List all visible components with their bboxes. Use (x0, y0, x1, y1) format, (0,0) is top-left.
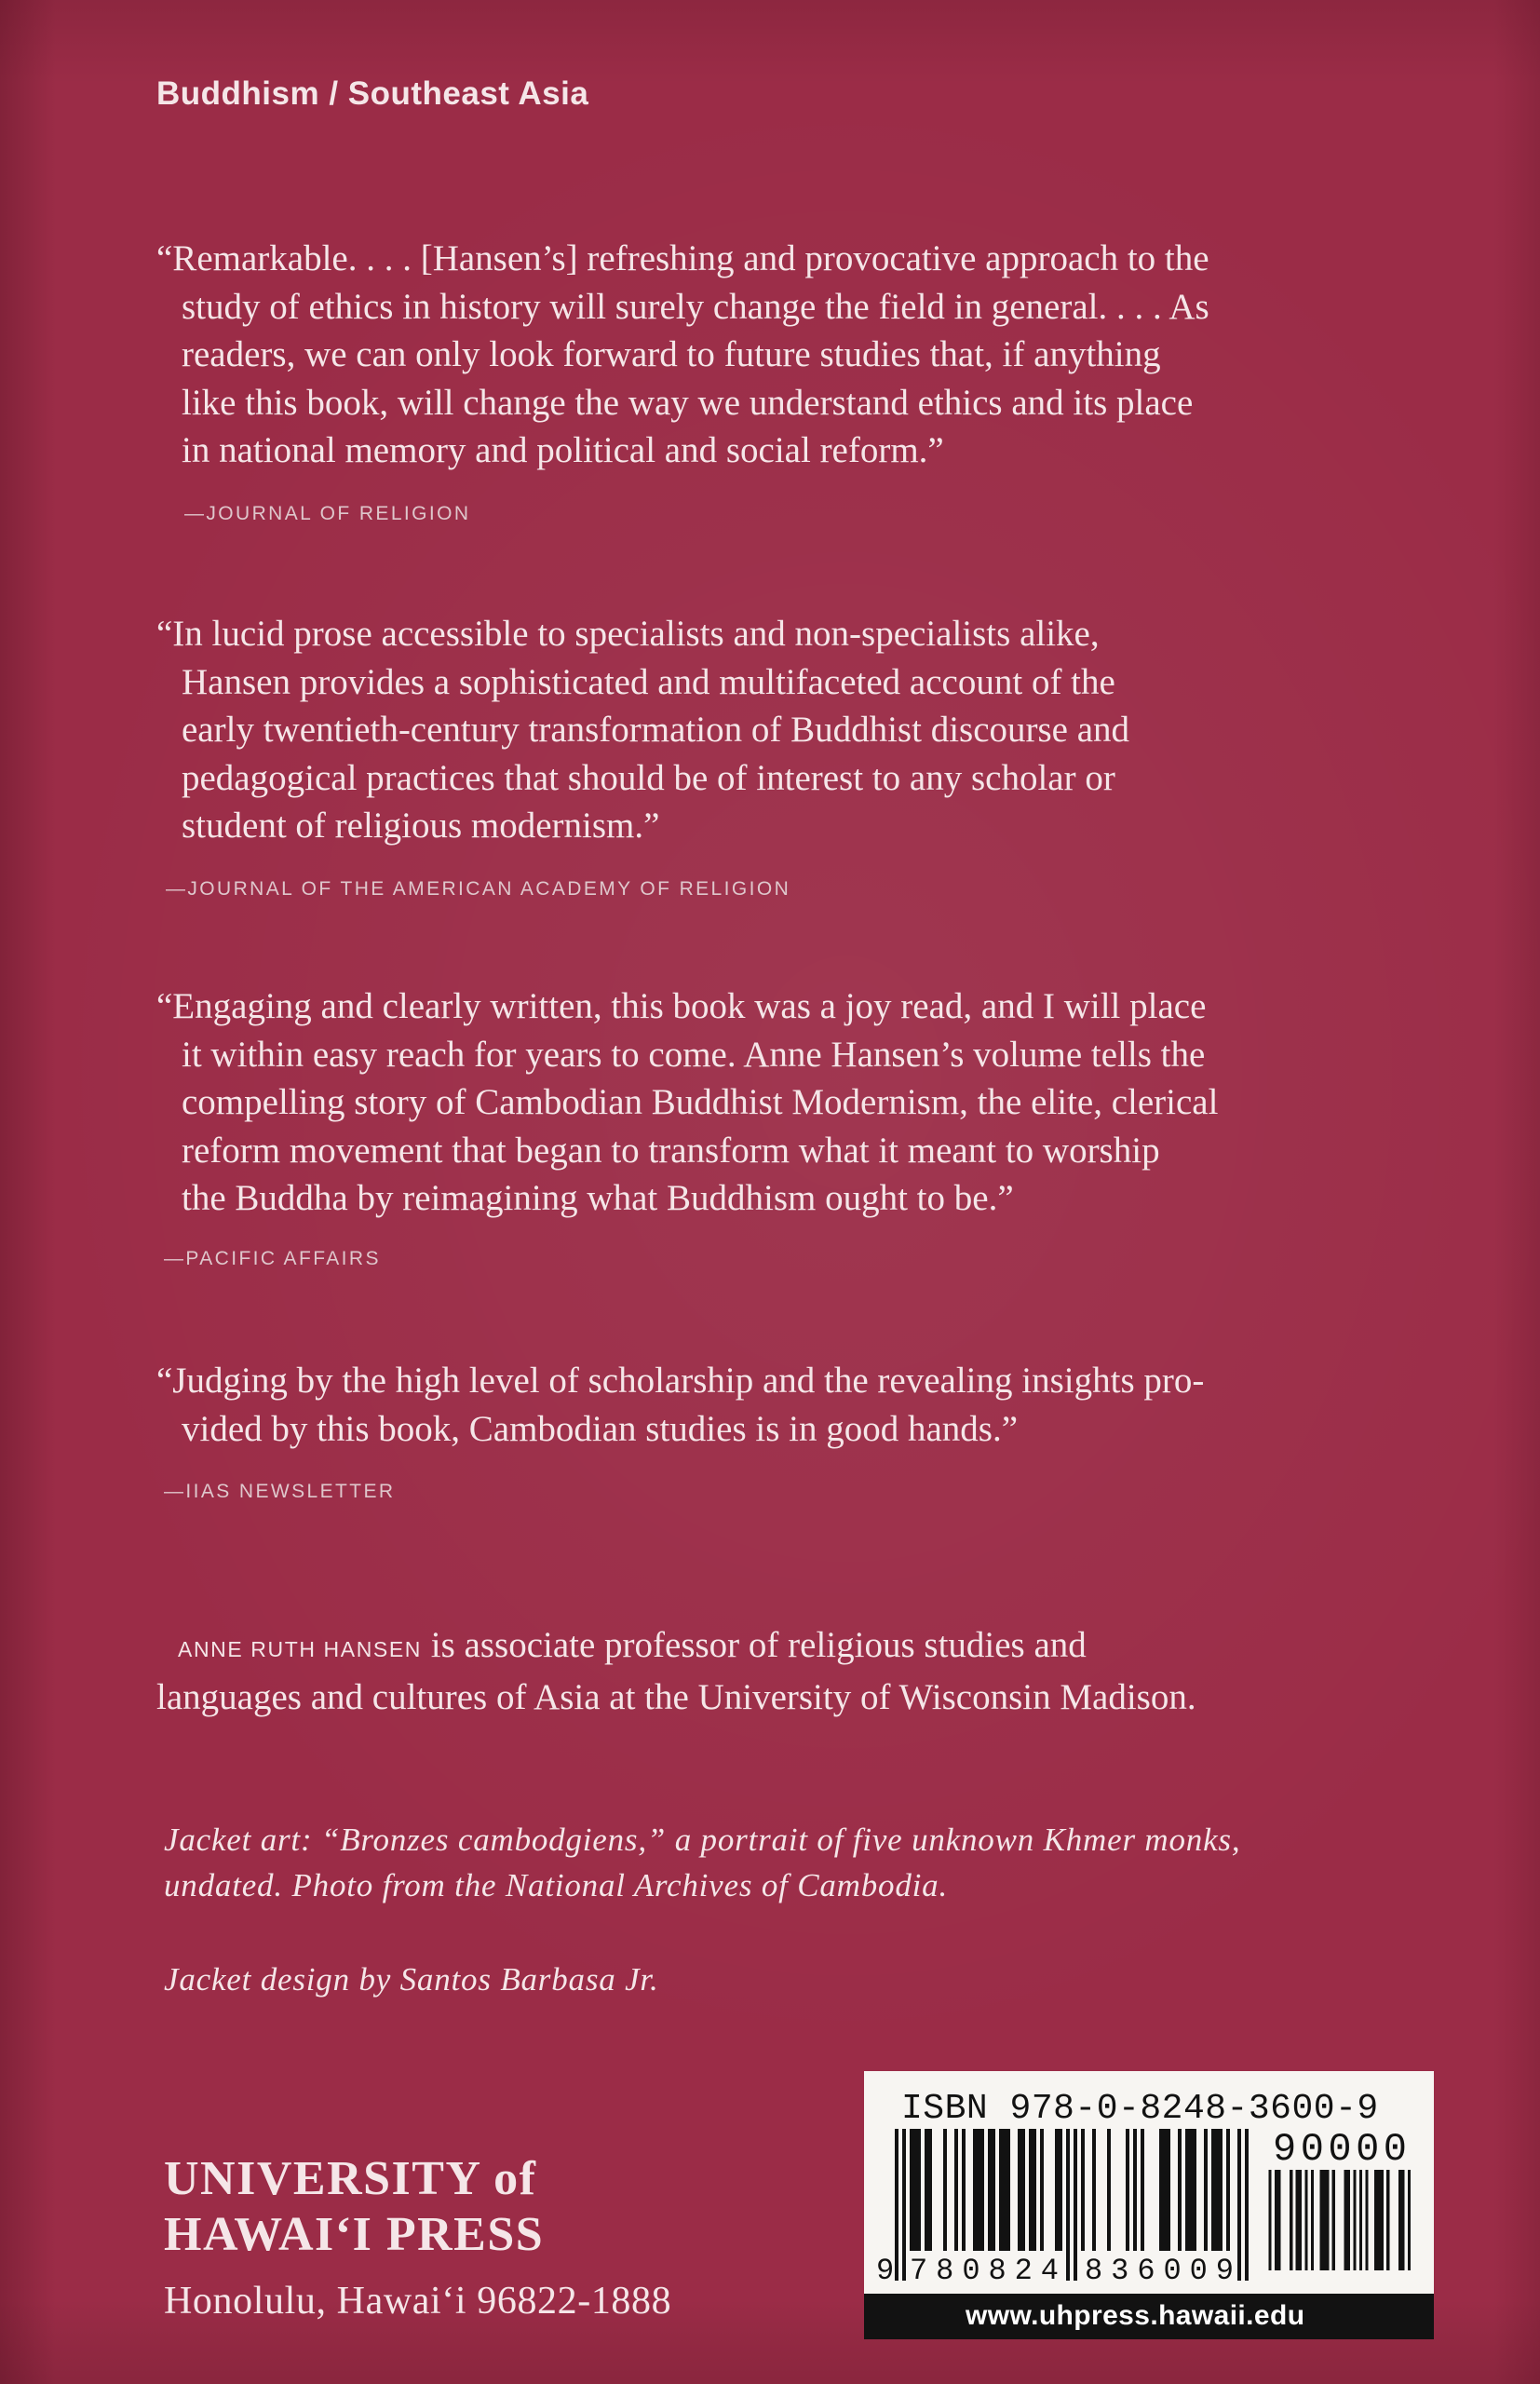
barcode-bar (1353, 2170, 1356, 2270)
barcode-bar (1311, 2170, 1314, 2270)
barcode-bar (1029, 2129, 1036, 2251)
barcode-guard-bar (1066, 2129, 1070, 2281)
publisher-url-strip (864, 2294, 1434, 2339)
quote-line: student of religious modernism.” (182, 806, 660, 846)
quote-line: vided by this book, Cambodian studies is in good hands.” (182, 1408, 1019, 1449)
quote-source-1: —JOURNAL OF RELIGION (184, 503, 471, 524)
barcode-bar (1040, 2129, 1044, 2251)
quote-source-3: —PACIFIC AFFAIRS (164, 1248, 381, 1269)
barcode-bar (999, 2129, 1010, 2251)
barcode-guard-bar (895, 2129, 898, 2281)
author-bio-text: is associate professor of religious studies and (430, 1625, 1087, 1665)
barcode-bar (1159, 2129, 1170, 2251)
review-quote-4 (156, 1357, 1205, 1453)
barcode-bar (973, 2129, 984, 2251)
jacket-design-credit: Jacket design by Santos Barbasa Jr. (164, 1961, 659, 1998)
quote-line: it within easy reach for years to come. Anne Hansen’s volume tells the (182, 1034, 1206, 1075)
ean5-addon-bars (1268, 2170, 1411, 2270)
barcode-bar (1332, 2170, 1335, 2270)
barcode-bar (1055, 2129, 1062, 2251)
quote-source-4: —IIAS NEWSLETTER (164, 1481, 396, 1502)
barcode-guard-bar (1237, 2129, 1241, 2281)
publisher-logo (164, 2151, 544, 2263)
barcode-bar (1398, 2170, 1405, 2270)
barcode-bar (1126, 2129, 1129, 2251)
barcode-bar (1107, 2129, 1111, 2251)
barcode-panel (864, 2071, 1434, 2294)
quote-line: study of ethics in history will surely change the field in general. . . . As (182, 286, 1209, 327)
barcode-bar (962, 2129, 966, 2251)
quote-line: “Engaging and clearly written, this book was a joy read, and I will place (156, 986, 1207, 1026)
barcode-bar (1365, 2170, 1368, 2270)
publisher-name-line-1: UNIVERSITY of (164, 2152, 537, 2205)
quote-line: pedagogical practices that should be of interest to any scholar or (182, 757, 1115, 798)
isbn-barcode (864, 2071, 1434, 2294)
ean-first-digit: 9 (876, 2254, 895, 2288)
jacket-art-line: undated. Photo from the National Archives of Cambodia. (164, 1867, 948, 1903)
author-bio (156, 1621, 1196, 1721)
jacket-art-line: Jacket art: “Bronzes cambodgiens,” a portrait of five unknown Khmer monks, (164, 1822, 1241, 1858)
subject-category: Buddhism / Southeast Asia (156, 75, 589, 112)
barcode-bar (1178, 2129, 1182, 2251)
barcode-bar (1359, 2170, 1362, 2270)
quote-line: “Remarkable. . . . [Hansen’s] refreshing and provocative approach to the (156, 238, 1209, 278)
ean-left-digits: 780824 (910, 2254, 1059, 2288)
quote-line: Hansen provides a sophisticated and multifaceted account of the (182, 661, 1115, 702)
barcode-bar (954, 2129, 958, 2251)
quote-line: reform movement that began to transform what it meant to worship (182, 1130, 1160, 1171)
ean-right-digits: 836009 (1085, 2254, 1234, 2288)
review-quote-3 (156, 982, 1219, 1223)
barcode-bar (1320, 2170, 1330, 2270)
barcode-bar (1408, 2170, 1411, 2270)
barcode-bar (1275, 2170, 1281, 2270)
isbn-label: ISBN 978-0-8248-3600-9 (901, 2089, 1379, 2129)
author-bio-line (156, 1621, 1196, 1673)
review-quote-2 (156, 610, 1130, 850)
barcode-bar (1018, 2129, 1025, 2251)
barcode-bar (1296, 2170, 1303, 2270)
barcode-bar (1386, 2170, 1389, 2270)
barcode-bar (910, 2129, 921, 2251)
quote-line: “In lucid prose accessible to specialists and non-specialists alike, (156, 614, 1100, 654)
barcode-bar (1344, 2170, 1351, 2270)
quote-line: early twentieth-century transformation of Buddhist discourse and (182, 710, 1130, 750)
barcode-bar (1133, 2129, 1137, 2251)
quote-line: “Judging by the high level of scholarship and the revealing insights pro- (156, 1361, 1205, 1401)
price-addon-digits: 90000 (1273, 2127, 1407, 2172)
jacket-art-credit (164, 1817, 1240, 1908)
quote-line: in national memory and political and social reform.” (182, 430, 944, 470)
publisher-url: www.uhpress.hawaii.edu (966, 2300, 1305, 2331)
quote-source-2: —JOURNAL OF THE AMERICAN ACADEMY OF RELIGION (166, 878, 791, 900)
barcode-bar (943, 2129, 947, 2251)
publisher-name-line-2: HAWAI‘I PRESS (164, 2208, 545, 2261)
barcode-bar (1268, 2170, 1271, 2270)
barcode-bar (1226, 2129, 1230, 2251)
review-quote-1 (156, 235, 1209, 475)
quote-line: readers, we can only look forward to future studies that, if anything (182, 334, 1161, 374)
author-bio-line: languages and cultures of Asia at the University of Wisconsin Madison. (156, 1677, 1196, 1717)
author-name: ANNE RUTH HANSEN (178, 1637, 423, 1661)
barcode-bar (1092, 2129, 1096, 2251)
barcode-bar (1290, 2170, 1292, 2270)
barcode-bar (1211, 2129, 1223, 2251)
barcode-guard-bar (1245, 2129, 1249, 2281)
barcode-bar (1081, 2129, 1085, 2251)
barcode-guard-bar (1074, 2129, 1077, 2281)
barcode-guard-bar (902, 2129, 906, 2281)
barcode-bar (1374, 2170, 1384, 2270)
publisher-address: Honolulu, Hawai‘i 96822-1888 (164, 2280, 672, 2323)
quote-line: compelling story of Cambodian Buddhist Modernism, the elite, clerical (182, 1082, 1219, 1122)
barcode-bar (1304, 2170, 1307, 2270)
barcode-bar (988, 2129, 995, 2251)
quote-line: like this book, will change the way we understand ethics and its place (182, 382, 1194, 423)
quote-line: the Buddha by reimagining what Buddhism ought to be.” (182, 1178, 1014, 1218)
barcode-bar (1185, 2129, 1196, 2251)
barcode-bar (925, 2129, 932, 2251)
barcode-bar (1204, 2129, 1208, 2251)
barcode-bar (1141, 2129, 1144, 2251)
